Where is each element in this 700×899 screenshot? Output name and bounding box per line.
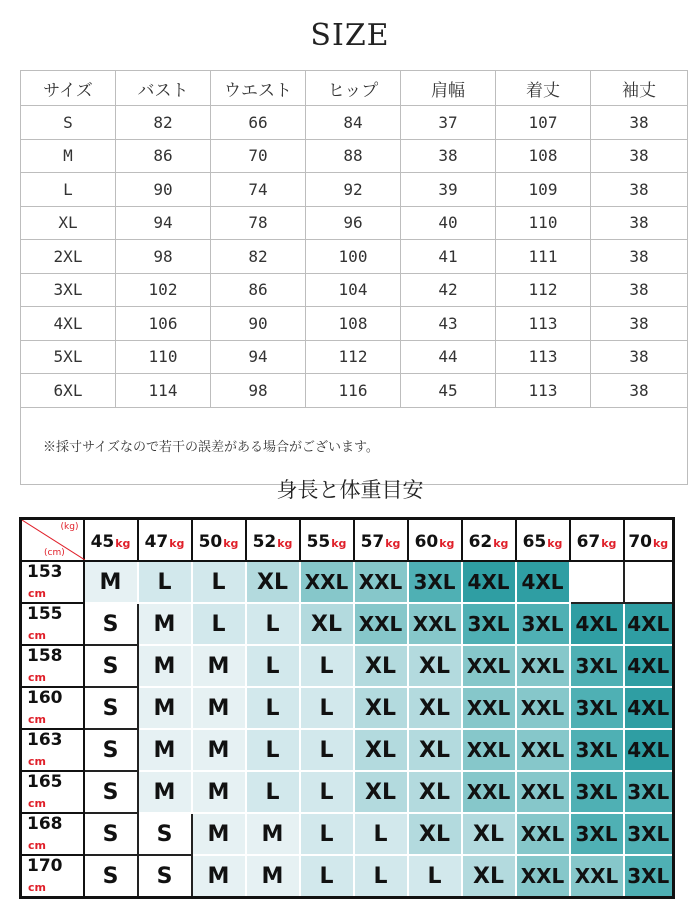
size-guide-cell: L (300, 687, 354, 729)
size-guide-cell: L (138, 561, 192, 603)
size-cell: 84 (306, 106, 401, 140)
size-guide-cell: 3XL (570, 813, 624, 855)
size-cell: 39 (401, 173, 496, 207)
weight-unit: kg (223, 536, 239, 550)
size-guide-cell: L (246, 729, 300, 771)
weight-unit: kg (652, 536, 669, 550)
size-guide-cell: 3XL (570, 645, 624, 687)
guide-row (21, 561, 674, 603)
guide-row (21, 645, 674, 687)
weight-unit: kg (277, 536, 293, 550)
size-cell: 42 (401, 273, 496, 307)
size-guide-cell: 4XL (624, 729, 674, 771)
size-cell: 6XL (21, 374, 116, 408)
size-guide-cell: M (192, 771, 246, 813)
size-guide-cell: S (84, 771, 138, 813)
weight-header-cell (300, 519, 354, 562)
weight-unit: kg (385, 536, 401, 550)
weight-value: 45 (90, 531, 115, 552)
size-guide-cell: L (354, 813, 408, 855)
size-guide-cell: M (138, 729, 192, 771)
size-cell: 114 (116, 374, 211, 408)
size-guide-cell: 4XL (624, 645, 674, 687)
size-guide-cell: XL (462, 855, 516, 898)
height-value: 165 (27, 772, 63, 792)
size-guide-cell: M (192, 855, 246, 898)
size-guide-cell: XL (354, 771, 408, 813)
size-cell: 78 (211, 206, 306, 240)
size-cell: 110 (116, 340, 211, 374)
size-cell: 96 (306, 206, 401, 240)
size-guide-cell: S (84, 645, 138, 687)
weight-header-cell (408, 519, 462, 562)
size-table-row (21, 173, 688, 207)
weight-header-cell (624, 519, 674, 562)
size-table (20, 70, 688, 485)
size-guide-cell: L (300, 855, 354, 898)
weight-unit: kg (439, 536, 455, 550)
size-cell: 110 (496, 206, 591, 240)
size-guide-cell: M (138, 687, 192, 729)
weight-unit: kg (169, 536, 185, 550)
size-table-header-row (21, 71, 688, 106)
weight-value: 50 (198, 531, 223, 552)
size-header-cell: 着丈 (496, 71, 591, 106)
size-cell: 38 (591, 307, 688, 341)
size-header-cell: サイズ (21, 71, 116, 106)
weight-header-cell (138, 519, 192, 562)
weight-header-cell (354, 519, 408, 562)
size-guide-cell: 4XL (570, 603, 624, 645)
guide-row (21, 813, 674, 855)
height-value: 170 (27, 856, 63, 876)
size-guide-cell: XXL (462, 729, 516, 771)
size-cell: 38 (591, 340, 688, 374)
size-cell: 106 (116, 307, 211, 341)
height-value: 160 (27, 688, 63, 708)
height-unit: cm (28, 839, 46, 852)
size-guide-cell: L (246, 603, 300, 645)
size-cell: 111 (496, 240, 591, 274)
size-guide-cell: S (138, 813, 192, 855)
height-header-cell (21, 645, 84, 687)
size-guide-cell: XXL (516, 729, 570, 771)
size-guide-cell: XL (354, 645, 408, 687)
size-cell: 74 (211, 173, 306, 207)
size-guide-cell: L (300, 813, 354, 855)
size-cell: 38 (591, 374, 688, 408)
size-cell: 102 (116, 273, 211, 307)
size-cell: 107 (496, 106, 591, 140)
size-guide-cell: XXL (408, 603, 462, 645)
size-guide-cell: S (84, 855, 138, 898)
size-cell: 112 (306, 340, 401, 374)
size-guide-cell: L (246, 771, 300, 813)
size-cell: 5XL (21, 340, 116, 374)
size-cell: 116 (306, 374, 401, 408)
size-guide-cell: 4XL (624, 603, 674, 645)
size-guide-cell: XL (462, 813, 516, 855)
size-guide-cell: M (138, 771, 192, 813)
guide-row (21, 855, 674, 898)
weight-value: 67 (576, 531, 601, 552)
size-cell: 104 (306, 273, 401, 307)
size-guide-cell (624, 561, 674, 603)
guide-row (21, 729, 674, 771)
size-guide-cell: XL (408, 813, 462, 855)
size-guide-cell: M (192, 687, 246, 729)
size-guide-cell: 4XL (624, 687, 674, 729)
size-cell: 45 (401, 374, 496, 408)
size-guide-cell: XL (408, 645, 462, 687)
size-guide-cell: XL (408, 729, 462, 771)
weight-unit: kg (331, 536, 347, 550)
size-guide-cell: XXL (516, 687, 570, 729)
size-table-row (21, 139, 688, 173)
size-guide-cell: S (84, 687, 138, 729)
size-cell: 40 (401, 206, 496, 240)
weight-unit: kg (547, 536, 563, 550)
size-guide-cell: S (84, 603, 138, 645)
weight-header-cell (84, 519, 138, 562)
weight-value: 52 (252, 531, 277, 552)
size-cell: 82 (211, 240, 306, 274)
size-guide-cell: 4XL (516, 561, 570, 603)
size-table-row (21, 273, 688, 307)
size-guide-cell: M (84, 561, 138, 603)
height-header-cell (21, 687, 84, 729)
weight-header-cell (570, 519, 624, 562)
size-cell: 2XL (21, 240, 116, 274)
size-cell: 113 (496, 340, 591, 374)
height-unit: cm (28, 881, 46, 894)
height-value: 168 (27, 814, 63, 834)
weight-header-cell (516, 519, 570, 562)
size-cell: 113 (496, 374, 591, 408)
height-value: 158 (27, 646, 63, 666)
size-guide-cell: L (192, 603, 246, 645)
size-table-row (21, 307, 688, 341)
size-table-note-row (21, 407, 688, 484)
size-guide-cell: XXL (462, 771, 516, 813)
height-value: 153 (27, 562, 63, 582)
size-cell: 44 (401, 340, 496, 374)
size-guide-cell: XXL (570, 855, 624, 898)
size-cell: 38 (591, 273, 688, 307)
size-guide-cell: 3XL (624, 855, 674, 898)
height-header-cell (21, 855, 84, 898)
size-cell: 38 (401, 139, 496, 173)
guide-row (21, 687, 674, 729)
size-guide-cell: XXL (354, 561, 408, 603)
weight-value: 62 (468, 531, 493, 552)
height-header-cell (21, 729, 84, 771)
height-weight-table (19, 517, 675, 899)
height-unit: cm (28, 629, 46, 642)
size-cell: 38 (591, 240, 688, 274)
size-cell: 70 (211, 139, 306, 173)
size-cell: 98 (116, 240, 211, 274)
size-guide-cell: S (84, 813, 138, 855)
size-cell: 38 (591, 173, 688, 207)
size-header-cell: 肩幅 (401, 71, 496, 106)
size-guide-cell: XXL (354, 603, 408, 645)
guide-row (21, 771, 674, 813)
weight-unit: kg (493, 536, 509, 550)
size-guide-cell: XL (354, 687, 408, 729)
size-table-row (21, 240, 688, 274)
size-guide-cell: L (246, 645, 300, 687)
size-guide-cell: S (84, 729, 138, 771)
height-unit: cm (28, 713, 46, 726)
size-guide-cell: XL (354, 729, 408, 771)
weight-value: 57 (360, 531, 385, 552)
size-cell: 112 (496, 273, 591, 307)
weight-value: 47 (144, 531, 169, 552)
weight-header-cell (246, 519, 300, 562)
size-guide-cell: 3XL (570, 687, 624, 729)
corner-kg-label: (kg) (60, 522, 79, 532)
size-note: ※採寸サイズなので若干の誤差がある場合がございます。 (21, 407, 688, 484)
guide-header-row (21, 519, 674, 562)
size-cell: 82 (116, 106, 211, 140)
size-guide-cell: M (138, 645, 192, 687)
size-guide-cell: L (354, 855, 408, 898)
page-title: SIZE (310, 18, 390, 53)
weight-value: 70 (628, 531, 652, 552)
size-cell: 94 (116, 206, 211, 240)
size-cell: XL (21, 206, 116, 240)
size-guide-cell: 4XL (462, 561, 516, 603)
size-cell: 86 (116, 139, 211, 173)
height-header-cell (21, 771, 84, 813)
size-guide-cell: L (300, 645, 354, 687)
size-cell: 4XL (21, 307, 116, 341)
size-header-cell: ヒップ (306, 71, 401, 106)
size-guide-cell: 3XL (462, 603, 516, 645)
size-table-row (21, 340, 688, 374)
size-guide-cell: XXL (462, 645, 516, 687)
weight-value: 55 (306, 531, 331, 552)
size-guide-cell: M (246, 855, 300, 898)
height-unit: cm (28, 671, 46, 684)
size-guide-cell: L (246, 687, 300, 729)
size-guide-cell: XXL (300, 561, 354, 603)
size-guide-cell: L (300, 771, 354, 813)
guide-corner-cell (21, 519, 84, 562)
height-header-cell (21, 561, 84, 603)
size-guide-cell: M (138, 603, 192, 645)
height-unit: cm (28, 587, 46, 600)
height-header-cell (21, 603, 84, 645)
size-cell: M (21, 139, 116, 173)
size-cell: 113 (496, 307, 591, 341)
size-guide-cell: 3XL (516, 603, 570, 645)
size-header-cell: ウエスト (211, 71, 306, 106)
guide-row (21, 603, 674, 645)
size-guide-cell: M (246, 813, 300, 855)
size-cell: 88 (306, 139, 401, 173)
size-guide-cell: M (192, 645, 246, 687)
size-guide-cell: XL (300, 603, 354, 645)
size-cell: 3XL (21, 273, 116, 307)
size-cell: 108 (306, 307, 401, 341)
size-guide-cell: 3XL (570, 771, 624, 813)
weight-value: 65 (522, 531, 547, 552)
size-guide-cell: XL (246, 561, 300, 603)
size-guide-cell: XL (408, 687, 462, 729)
size-table-row (21, 374, 688, 408)
size-guide-cell: XXL (462, 687, 516, 729)
size-guide-cell: 3XL (408, 561, 462, 603)
size-cell: 86 (211, 273, 306, 307)
weight-header-cell (192, 519, 246, 562)
height-unit: cm (28, 755, 46, 768)
height-unit: cm (28, 797, 46, 810)
size-guide-cell: XXL (516, 771, 570, 813)
size-guide-cell: 3XL (570, 729, 624, 771)
size-guide-cell: XXL (516, 855, 570, 898)
size-cell: 38 (591, 206, 688, 240)
size-guide-cell: L (408, 855, 462, 898)
size-guide-cell: XXL (516, 813, 570, 855)
size-cell: 98 (211, 374, 306, 408)
size-cell: 37 (401, 106, 496, 140)
size-cell: 90 (116, 173, 211, 207)
height-header-cell (21, 813, 84, 855)
size-cell: 43 (401, 307, 496, 341)
size-guide-cell (570, 561, 624, 603)
height-value: 155 (27, 604, 63, 624)
size-guide-cell: 3XL (624, 813, 674, 855)
size-guide-cell: S (138, 855, 192, 898)
size-guide-cell: XXL (516, 645, 570, 687)
size-table-row (21, 206, 688, 240)
guide-title: 身長と体重目安 (276, 478, 424, 502)
size-cell: 90 (211, 307, 306, 341)
size-table-row (21, 106, 688, 140)
weight-header-cell (462, 519, 516, 562)
size-cell: 66 (211, 106, 306, 140)
size-cell: 100 (306, 240, 401, 274)
weight-unit: kg (601, 536, 617, 550)
size-guide-cell: 3XL (624, 771, 674, 813)
size-cell: 109 (496, 173, 591, 207)
corner-cm-label: (cm) (44, 548, 65, 558)
size-cell: 108 (496, 139, 591, 173)
size-cell: 38 (591, 106, 688, 140)
size-header-cell: 袖丈 (591, 71, 688, 106)
height-value: 163 (27, 730, 63, 750)
size-guide-cell: M (192, 813, 246, 855)
size-cell: S (21, 106, 116, 140)
size-guide-cell: M (192, 729, 246, 771)
size-cell: 41 (401, 240, 496, 274)
size-guide-cell: L (192, 561, 246, 603)
size-cell: 38 (591, 139, 688, 173)
size-cell: 94 (211, 340, 306, 374)
size-guide-cell: XL (408, 771, 462, 813)
size-cell: L (21, 173, 116, 207)
size-cell: 92 (306, 173, 401, 207)
weight-unit: kg (115, 536, 131, 550)
size-header-cell: バスト (116, 71, 211, 106)
size-guide-cell: L (300, 729, 354, 771)
weight-value: 60 (414, 531, 439, 552)
